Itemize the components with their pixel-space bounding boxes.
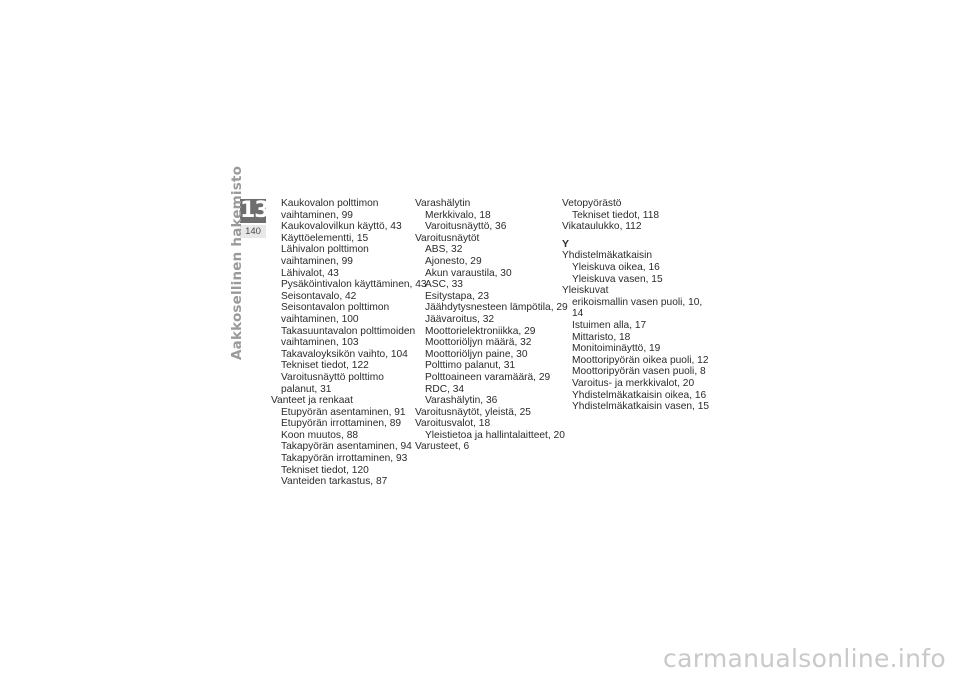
index-subentry: vaihtaminen, 103 xyxy=(281,337,359,349)
index-entry: Vetopyörästö xyxy=(562,198,622,209)
index-subentry: Seisontavalo, 42 xyxy=(281,290,357,302)
index-entry: Varashälytin xyxy=(415,198,471,209)
chapter-number: 13 xyxy=(240,198,269,223)
index-subentry: Etupyörän irrottaminen, 89 xyxy=(281,418,402,430)
index-subentry: Takasuuntavalon polttimoiden xyxy=(281,325,416,337)
index-subentry: Polttimo palanut, 31 xyxy=(425,360,516,372)
index-entry: Varoitusnäytöt, yleistä, 25 xyxy=(415,406,531,418)
index-subentry: Mittaristo, 18 xyxy=(572,331,631,343)
index-subentry: Monitoiminäyttö, 19 xyxy=(572,343,661,355)
index-subentry: vaihtaminen, 99 xyxy=(281,209,353,221)
index-entry: Vanteet ja renkaat xyxy=(271,395,353,407)
index-subentry: Moottoriöljyn paine, 30 xyxy=(425,348,528,360)
index-subentry: erikoismallin vasen puoli, 10, xyxy=(572,296,703,308)
index-entry: Yleiskuvat xyxy=(562,285,609,297)
index-subentry: Jäähdytysnesteen lämpötila, 29 xyxy=(425,302,568,314)
index-subentry: Merkkivalo, 18 xyxy=(425,209,491,221)
index-subentry: Käyttöelementti, 15 xyxy=(281,232,369,244)
index-subentry: Pysäköintivalon käyttäminen, 43 xyxy=(281,279,427,291)
index-column-3 xyxy=(562,198,712,413)
index-subentry: Yleiskuva vasen, 15 xyxy=(572,273,663,285)
index-subentry: Varoitus- ja merkkivalot, 20 xyxy=(572,377,695,389)
index-subentry: Tekniset tiedot, 122 xyxy=(281,360,369,372)
index-subentry: Istuimen alla, 17 xyxy=(572,319,647,331)
index-subentry: RDC, 34 xyxy=(425,383,465,395)
index-subentry: ASC, 33 xyxy=(425,279,463,291)
index-entry: Vikataulukko, 112 xyxy=(562,221,642,233)
index-subentry: Lähivalot, 43 xyxy=(281,267,339,279)
index-subentry: Seisontavalon polttimon xyxy=(281,302,390,314)
index-subentry: Tekniset tiedot, 120 xyxy=(281,464,369,476)
index-entry: Varoitusnäytöt xyxy=(415,232,480,244)
index-subentry: vaihtaminen, 100 xyxy=(281,313,359,325)
index-subentry: Ajonesto, 29 xyxy=(425,255,482,267)
index-subentry: Kaukovalon polttimon xyxy=(281,198,379,209)
index-subentry: Varoitusnäyttö, 36 xyxy=(425,221,507,233)
index-subentry: Varashälytin, 36 xyxy=(425,395,498,407)
index-subentry: Jäävaroitus, 32 xyxy=(425,313,495,325)
index-subentry: ABS, 32 xyxy=(425,244,463,256)
index-entry: Yhdistelmäkatkaisin xyxy=(562,250,653,262)
watermark-link[interactable]: carmanualsonline.info xyxy=(663,644,946,673)
index-subentry: Yleiskuva oikea, 16 xyxy=(572,261,660,273)
index-subentry: palanut, 31 xyxy=(281,383,332,395)
index-subentry: Moottoriöljyn määrä, 32 xyxy=(425,337,532,349)
index-subentry: Vanteiden tarkastus, 87 xyxy=(281,476,388,488)
index-subentry: Etupyörän asentaminen, 91 xyxy=(281,406,406,418)
index-subentry: vaihtaminen, 99 xyxy=(281,255,353,267)
chapter-title: Aakkosellinen hakemisto xyxy=(229,165,245,360)
index-subentry: Koon muutos, 88 xyxy=(281,429,359,441)
index-subentry: Esitystapa, 23 xyxy=(425,290,489,302)
index-subentry: Polttoaineen varamäärä, 29 xyxy=(425,371,551,383)
index-entry: Varoitusvalot, 18 xyxy=(415,418,491,430)
index-subentry: Tekniset tiedot, 118 xyxy=(572,209,660,221)
index-subentry: Takapyörän irrottaminen, 93 xyxy=(281,453,408,465)
index-subentry: Akun varaustila, 30 xyxy=(425,267,512,279)
index-subentry: Takapyörän asentaminen, 94 xyxy=(281,441,412,453)
index-subentry: Lähivalon polttimon xyxy=(281,244,369,256)
index-letter-heading: Y xyxy=(562,237,570,250)
index-subentry: Yhdistelmäkatkaisin oikea, 16 xyxy=(572,389,707,401)
index-subentry: Kaukovalovilkun käyttö, 43 xyxy=(281,221,402,233)
index-subentry: Yleistietoa ja hallintalaitteet, 20 xyxy=(425,429,565,441)
index-subentry: Varoitusnäyttö polttimo xyxy=(281,371,384,383)
index-subentry: Yhdistelmäkatkaisin vasen, 15 xyxy=(572,401,710,413)
index-subentry: Takavaloyksikön vaihto, 104 xyxy=(281,348,408,360)
index-subentry: 14 xyxy=(572,308,584,320)
index-entry: Varusteet, 6 xyxy=(415,441,470,453)
index-subentry: Moottoripyörän vasen puoli, 8 xyxy=(572,366,706,378)
index-subentry: Moottoripyörän oikea puoli, 12 xyxy=(572,354,709,366)
index-column-1 xyxy=(271,198,427,488)
index-subentry: Moottorielektroniikka, 29 xyxy=(425,325,536,337)
page-number: 140 xyxy=(240,225,266,238)
index-column-2 xyxy=(415,198,568,453)
